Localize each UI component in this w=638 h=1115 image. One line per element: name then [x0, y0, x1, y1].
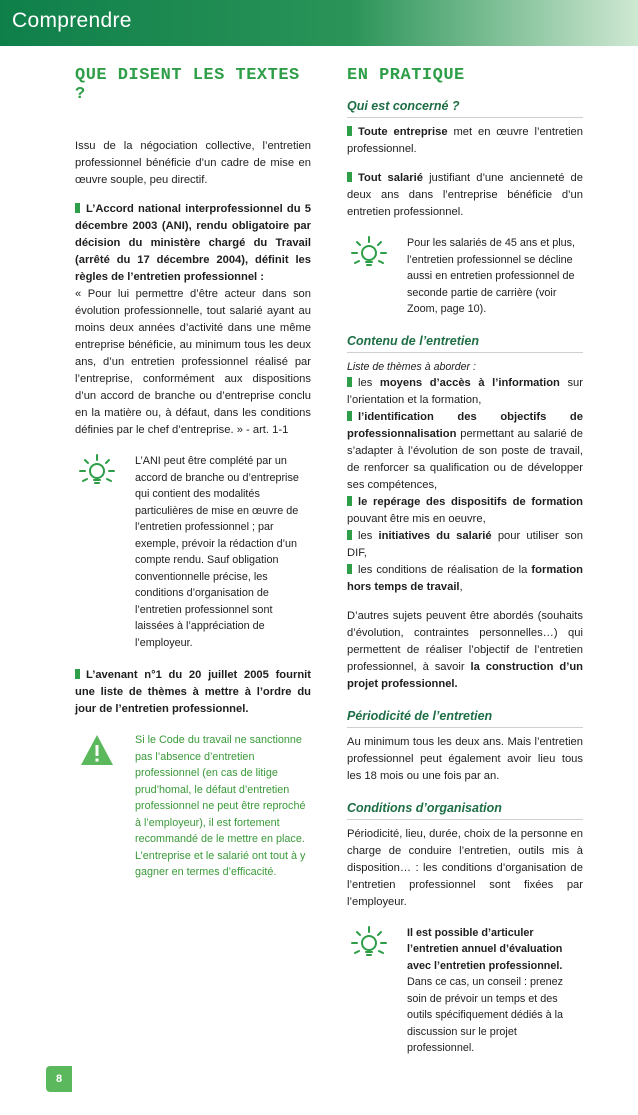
avenant-bold: L’avenant n°1 du 20 juillet 2005 fournit une liste de thèmes à mettre à l’ordre du jour de l’entretien professionnel. — [75, 669, 311, 715]
who-item-2 — [347, 170, 583, 221]
lightbulb-icon — [347, 925, 399, 1057]
right-column — [347, 66, 583, 1073]
page-number: 8 — [46, 1066, 72, 1092]
content-item-2 — [347, 409, 583, 494]
content-item-5-bold: formation hors temps de travail — [347, 563, 583, 593]
content-item-2-post: permettant au salarié de s’adapter à l’évolution de son poste de travail, de renforcer sa qualification ou de développer ses compétences, — [347, 427, 583, 491]
bullet-marker — [75, 669, 80, 679]
content-item-3-post: pouvant être mis en oeuvre, — [347, 512, 486, 525]
content-item-1-pre: les — [358, 376, 380, 389]
who-item-2-bold: Tout salarié — [358, 172, 423, 184]
who-item-1-rest: met en œuvre l’entretien professionnel. — [347, 126, 584, 155]
content-item-3-bold: le repérage des dispositifs de formation — [358, 495, 583, 508]
left-heading: QUE DISENT LES TEXTES ? — [75, 66, 300, 104]
tip-box-45plus — [347, 235, 583, 318]
content-item-2-bold: l’identification des objectifs de professionnalisation — [347, 410, 583, 440]
bullet-marker — [347, 377, 352, 387]
content-item-4-pre: les — [358, 529, 379, 542]
section-title: Comprendre — [12, 9, 132, 32]
right-heading: EN PRATIQUE — [347, 66, 465, 85]
periodicity-heading: Périodicité de l’entretien — [347, 709, 583, 728]
other-topics-text: D’autres sujets peuvent être abordés (souhaits d’évolution, contraintes personnelles…) qui permettent de réaliser l’objectif de l’entretien professionnel, à savoir — [347, 609, 583, 673]
content-item-4 — [347, 528, 583, 562]
bullet-marker — [347, 172, 352, 182]
tip-text-ani: L’ANI peut être complété par un accord de branche ou d’entreprise qui contient des modalités particulières de mise en œuvre de l’entretien professionnel ; par exemple, prévoir la rédaction d’un compte rendu. Sauf obligation conventionnelle précise, les conditions d’organisation de l’entretien professionnel sont laissées à l’appréciation de l’employeur. — [135, 455, 299, 649]
content-item-3 — [347, 494, 583, 528]
other-topics-paragraph — [347, 608, 583, 693]
bullet-marker — [347, 564, 352, 574]
section-banner — [0, 0, 638, 46]
ani-paragraph — [75, 201, 311, 286]
content-item-1-bold: moyens d’accès à l’information — [379, 376, 560, 389]
lightbulb-icon — [347, 235, 399, 318]
tip-box-conditions — [347, 925, 583, 1057]
who-item-1-bold: Toute entreprise — [358, 126, 448, 138]
ani-bold: L’Accord national interprofessionnel du 5 décembre 2003 (ANI), rendu obligatoire par décision du ministère chargé du Travail (arrêté du 17 décembre 2004), définit les règles de l’entretien professionnel : — [75, 203, 311, 283]
bullet-marker — [347, 411, 352, 421]
who-heading: Qui est concerné ? — [347, 99, 583, 118]
tip-conditions-bold: Il est possible d’articuler l’entretien annuel d’évaluation avec l’entretien professionnel. — [407, 926, 563, 972]
who-item-2-rest: justifiant d’une ancienneté de deux ans dans l’entreprise bénéficie d’un entretien professionnel. — [347, 172, 583, 218]
conditions-text: Périodicité, lieu, durée, choix de la personne en charge de conduire l’entretien, outils mis à disposition… : les conditions d’organisation de l’entretien professionnel sont fixées par l’employeur. — [347, 827, 583, 908]
bullet-marker — [347, 496, 352, 506]
other-topics-bold: la construction d’un projet professionnel. — [347, 660, 584, 690]
avenant-paragraph — [75, 667, 311, 718]
content-item-1-post: sur l’orientation et la formation, — [347, 376, 583, 406]
conditions-heading: Conditions d’organisation — [347, 801, 583, 820]
content-item-5 — [347, 562, 583, 596]
content-item-5-post: , — [459, 580, 463, 593]
content-item-5-pre: les conditions de réalisation de la — [358, 563, 532, 576]
intro-paragraph: Issu de la négociation collective, l’entretien professionnel bénéficie d’un cadre de mise en œuvre souple, peu directif. — [75, 140, 311, 186]
content-item-1 — [347, 375, 583, 409]
ani-quote: « Pour lui permettre d’être acteur dans son évolution professionnelle, tout salarié ayant au moins deux années d’activité dans une même entreprise bénéficie, au minimum tous les deux ans, d’un entretien professionnel réalisé par l’entreprise, conformément aux dispositions d’un accord de branche ou d’entreprise conclu en la matière ou, à défaut, dans les conditions définies par le chef d’entreprise. » - art. 1-1 — [75, 288, 311, 436]
who-item-1 — [347, 124, 583, 158]
bullet-marker — [347, 126, 352, 136]
warning-text: Si le Code du travail ne sanctionne pas l’absence d’entretien professionnel (en cas de litige prud’homal, le défaut d’entretien professionnel ne peut être reproché à l’employeur), il est fortement recommandé de le mettre en place. L’entreprise et le salarié ont tout à y gagner en termes d’efficacité. — [135, 734, 306, 878]
bullet-marker — [347, 530, 352, 540]
left-column — [75, 66, 311, 897]
warning-icon — [75, 732, 127, 881]
content-intro: Liste de thèmes à aborder : — [347, 360, 476, 373]
tip-conditions-rest: Dans ce cas, un conseil : prenez soin de prévoir un temps et des outils spécifiquement dédiés à la discussion sur le projet professionnel. — [407, 976, 564, 1054]
warning-box — [75, 732, 311, 881]
bullet-marker — [75, 203, 80, 213]
content-item-4-bold: initiatives du salarié — [378, 529, 492, 542]
tip-text-45plus: Pour les salariés de 45 ans et plus, l’entretien professionnel se décline aussi en entretien professionnel de seconde partie de carrière (voir Zoom, page 10). — [407, 237, 576, 315]
content-heading: Contenu de l’entretien — [347, 334, 583, 353]
tip-text-conditions — [399, 925, 583, 1057]
periodicity-text: Au minimum tous les deux ans. Mais l’entretien professionnel peut également avoir lieu tous les 18 mois ou une fois par an. — [347, 735, 583, 782]
tip-box-ani — [75, 453, 311, 651]
content-item-4-post: pour utiliser son DIF, — [347, 529, 583, 559]
lightbulb-icon — [75, 453, 127, 651]
